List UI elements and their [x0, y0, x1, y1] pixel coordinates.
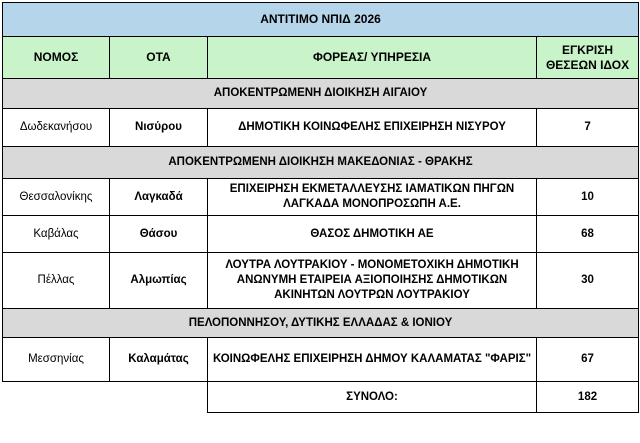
table-title: ΑΝΤΙΤΙΜΟ ΝΠΙΔ 2026	[3, 3, 639, 37]
cell-ota: Νισύρου	[110, 109, 208, 147]
cell-ota: Λαγκαδά	[110, 179, 208, 216]
table-row	[3, 338, 639, 382]
region-row	[3, 309, 639, 338]
cell-nomos: Μεσσηνίας	[3, 338, 110, 382]
cell-ota: Καλαμάτας	[110, 338, 208, 382]
table-row	[3, 179, 639, 216]
cell-count: 68	[537, 216, 639, 253]
total-spacer	[3, 382, 208, 413]
npid-table	[2, 2, 639, 413]
cell-foreas: ΛΟΥΤΡΑ ΛΟΥΤΡΑΚΙΟΥ - ΜΟΝΟΜΕΤΟΧΙΚΗ ΔΗΜΟΤΙΚΗ ΑΝΩΝΥΜΗ ΕΤΑΙΡΕΙΑ ΑΞΙΟΠΟΙΗΣΗΣ ΔΗΜΟΤΙΚΩΝ ΑΚΙΝΗΤΩΝ ΛΟΥΤΡΩΝ ΛΟΥΤΡΑΚΙΟΥ	[208, 253, 537, 309]
region-label: ΠΕΛΟΠΟΝΝΗΣΟΥ, ΔΥΤΙΚΗΣ ΕΛΛΑΔΑΣ & ΙΟΝΙΟΥ	[3, 309, 639, 338]
table-row	[3, 216, 639, 253]
cell-foreas: ΕΠΙΧΕΙΡΗΣΗ ΕΚΜΕΤΑΛΛΕΥΣΗΣ ΙΑΜΑΤΙΚΩΝ ΠΗΓΩΝ ΛΑΓΚΑΔΑ ΜΟΝΟΠΡΟΣΩΠΗ Α.Ε.	[208, 179, 537, 216]
total-value: 182	[537, 382, 639, 413]
cell-count: 67	[537, 338, 639, 382]
cell-nomos: Πέλλας	[3, 253, 110, 309]
total-label: ΣΥΝΟΛΟ:	[208, 382, 537, 413]
region-row	[3, 147, 639, 179]
region-row	[3, 79, 639, 109]
table-row	[3, 253, 639, 309]
cell-foreas: ΘΑΣΟΣ ΔΗΜΟΤΙΚΗ ΑΕ	[208, 216, 537, 253]
cell-ota: Θάσου	[110, 216, 208, 253]
total-row	[3, 382, 639, 413]
header-row	[3, 37, 639, 79]
header-nomos: ΝΟΜΟΣ	[3, 37, 110, 79]
cell-count: 10	[537, 179, 639, 216]
title-row	[3, 3, 639, 37]
cell-foreas: ΚΟΙΝΩΦΕΛΗΣ ΕΠΙΧΕΙΡΗΣΗ ΔΗΜΟΥ ΚΑΛΑΜΑΤΑΣ "ΦΑΡΙΣ"	[208, 338, 537, 382]
header-ota: ΟΤΑ	[110, 37, 208, 79]
cell-ota: Αλμωπίας	[110, 253, 208, 309]
cell-count: 30	[537, 253, 639, 309]
table-row	[3, 109, 639, 147]
cell-foreas: ΔΗΜΟΤΙΚΗ ΚΟΙΝΩΦΕΛΗΣ ΕΠΙΧΕΙΡΗΣΗ ΝΙΣΥΡΟΥ	[208, 109, 537, 147]
cell-nomos: Θεσσαλονίκης	[3, 179, 110, 216]
header-foreas: ΦΟΡΕΑΣ/ ΥΠΗΡΕΣΙΑ	[208, 37, 537, 79]
region-label: ΑΠΟΚΕΝΤΡΩΜΕΝΗ ΔΙΟΙΚΗΣΗ ΜΑΚΕΔΟΝΙΑΣ - ΘΡΑΚΗΣ	[3, 147, 639, 179]
cell-nomos: Καβάλας	[3, 216, 110, 253]
cell-nomos: Δωδεκανήσου	[3, 109, 110, 147]
cell-count: 7	[537, 109, 639, 147]
region-label: ΑΠΟΚΕΝΤΡΩΜΕΝΗ ΔΙΟΙΚΗΣΗ ΑΙΓΑΙΟΥ	[3, 79, 639, 109]
header-egkrisi: ΕΓΚΡΙΣΗ ΘΕΣΕΩΝ ΙΔΟΧ	[537, 37, 639, 79]
